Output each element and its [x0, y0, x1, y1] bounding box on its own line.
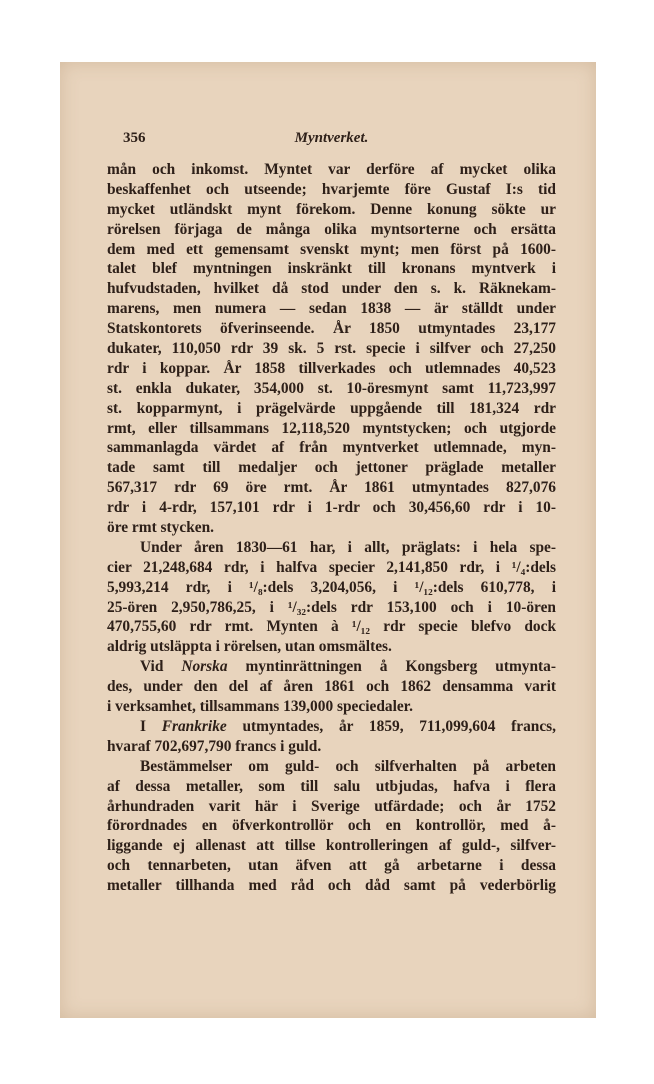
text-line: dem med ett gemensamt svenskt mynt; men först på 1600- — [107, 240, 556, 258]
text-line: Statskontorets öfverinseende. År 1850 utmyntades 23,177 — [107, 320, 556, 338]
text-line: marens, men numera — sedan 1838 — är ställdt under — [107, 300, 556, 318]
text-line — [107, 717, 556, 737]
text-line: rmt, eller tillsammans 12,118,520 myntstycken; och utgjorde — [107, 419, 556, 437]
text-line: hvaraf 702,697,790 francs i guld. — [107, 737, 322, 755]
text-line: dukater, 110,050 rdr 39 sk. 5 rst. specie i silfver och 27,250 — [107, 340, 556, 358]
text-line: öre rmt stycken. — [107, 519, 214, 537]
italic-term: Norska — [181, 658, 228, 676]
text-segment: myntinrättningen å Kongsberg utmynta- — [227, 658, 556, 676]
text-line: tade samt till medaljer och jettoner präglade metaller — [107, 459, 556, 477]
text-line: talet blef myntningen inskränkt till kronans myntverk i — [107, 260, 556, 278]
italic-term: Frankrike — [161, 717, 227, 735]
text-line: förordnades en öfverkontrollör och en kontrollör, med å- — [107, 817, 556, 835]
page-header — [107, 130, 556, 150]
text-segment: Vid — [140, 658, 182, 676]
text-line: rdr i 4-rdr, 157,101 rdr i 1-rdr och 30,456,60 rdr i 10- — [107, 499, 556, 517]
text-line: 5,993,214 rdr, i ¹/₈:dels 3,204,056, i ¹/₁₂:dels 610,778, i — [107, 578, 556, 596]
text-line: st. enkla dukater, 354,000 st. 10-öresmynt samt 11,723,997 — [107, 379, 556, 397]
text-line: 567,317 rdr 69 öre rmt. År 1861 utmyntades 827,076 — [107, 479, 556, 497]
text-line: Bestämmelser om guld- och silfverhalten på arbeten — [140, 757, 556, 775]
page-body-text — [107, 160, 556, 896]
text-line: aldrig utsläppta i rörelsen, utan omsmältes. — [107, 638, 392, 656]
text-line: st. kopparmynt, i prägelvärde uppgående till 181,324 rdr — [107, 399, 556, 417]
page-number: 356 — [123, 130, 146, 146]
text-line: 25-ören 2,950,786,25, i ¹/₃₂:dels rdr 153,100 och i 10-ören — [107, 598, 556, 616]
text-line: Under åren 1830—61 har, i allt, präglats: i hela spe- — [140, 538, 556, 556]
text-line: hufvudstaden, hvilket då stod under den s. k. Räknekam- — [107, 280, 556, 298]
text-line: rörelsen förjaga de många olika myntsorterne och ersätta — [107, 220, 556, 238]
running-title: Myntverket. — [294, 130, 369, 146]
text-line: liggande ej allenast att tillse kontrolleringen af guld-, silfver- — [107, 837, 556, 855]
text-segment: I — [140, 717, 162, 735]
text-line: århundraden varit här i Sverige utfärdade; och år 1752 — [107, 797, 556, 815]
text-line: cier 21,248,684 rdr, i halfva specier 2,141,850 rdr, i ¹/₄:dels — [107, 558, 556, 576]
text-line: des, under den del af åren 1861 och 1862 densamma varit — [107, 678, 556, 696]
text-line: mån och inkomst. Myntet var derföre af mycket olika — [107, 161, 556, 178]
text-line: sammanlagda värdet af från myntverket utlemnade, myn- — [107, 439, 556, 457]
text-line: mycket utländskt mynt förekom. Denne konung sökte ur — [107, 200, 556, 218]
text-line: i verksamhet, tillsammans 139,000 speciedaler. — [107, 698, 413, 716]
text-line: metaller tillhanda med råd och dåd samt på vederbörlig — [107, 877, 556, 895]
text-line — [107, 657, 556, 677]
text-line: af dessa metaller, som till salu utbjudas, hafva i flera — [107, 777, 556, 795]
text-line: rdr i koppar. År 1858 tillverkades och utlemnades 40,523 — [107, 359, 556, 377]
text-line: 470,755,60 rdr rmt. Mynten à ¹/₁₂ rdr specie blefvo dock — [107, 618, 556, 636]
text-line: och tennarbeten, utan äfven att gå arbetarne i dessa — [107, 857, 556, 875]
text-segment: utmyntades, år 1859, 711,099,604 francs, — [226, 717, 556, 735]
text-line: beskaffenhet och utseende; hvarjemte före Gustaf I:s tid — [107, 180, 556, 198]
